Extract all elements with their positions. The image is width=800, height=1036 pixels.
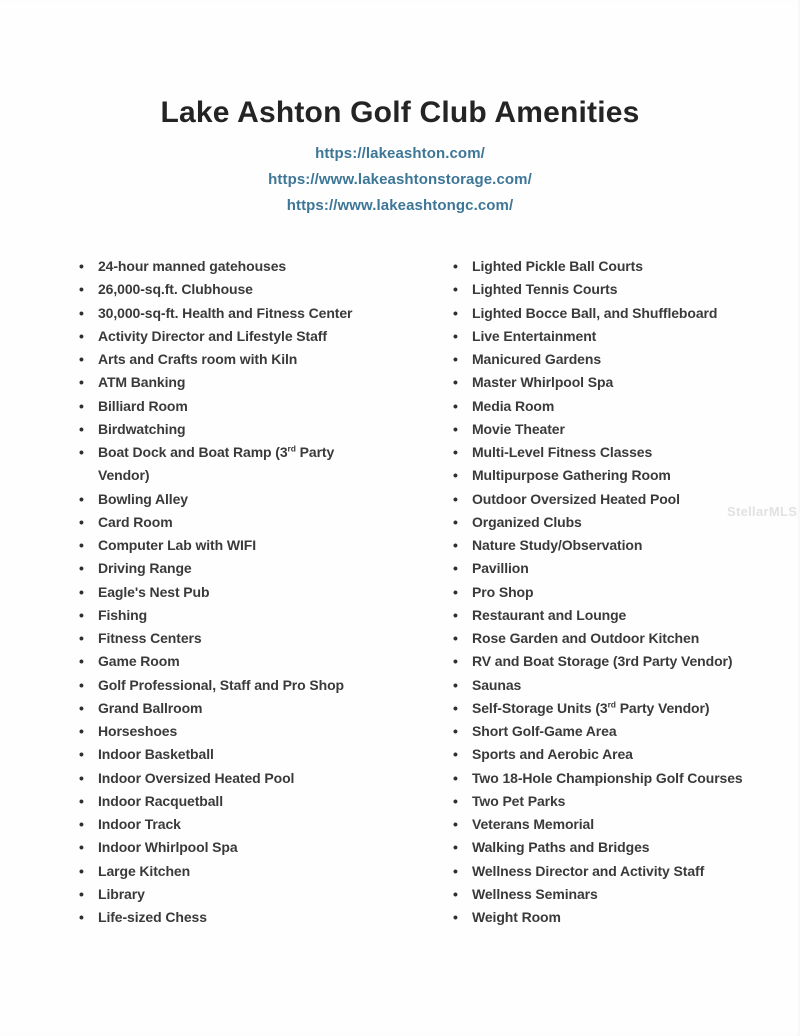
bullet-icon: •	[79, 583, 84, 600]
list-item-label: Pro Shop	[472, 583, 534, 600]
bullet-icon: •	[453, 374, 458, 391]
list-item-label: Indoor Basketball	[98, 746, 214, 763]
list-item	[450, 557, 790, 580]
list-item-label: Weight Room	[472, 909, 561, 925]
list-item	[450, 464, 790, 487]
bullet-icon: •	[79, 676, 84, 693]
list-item-label: Large Kitchen	[98, 862, 191, 879]
bullet-icon: •	[79, 885, 84, 902]
list-item	[76, 557, 412, 580]
bullet-icon: •	[79, 746, 84, 763]
list-item-label: Walking Paths and Bridges	[472, 839, 650, 856]
list-item-label: Multi-Level Fitness Classes	[472, 444, 653, 460]
bullet-icon: •	[79, 769, 84, 786]
bullet-icon: •	[79, 281, 84, 298]
list-item	[76, 906, 412, 929]
list-item-label: Movie Theater	[472, 420, 565, 437]
list-item-label: Master Whirlpool Spa	[472, 374, 614, 391]
bullet-icon: •	[453, 792, 458, 809]
bullet-icon: •	[453, 606, 458, 623]
bullet-icon: •	[79, 420, 84, 437]
list-item	[450, 650, 790, 673]
list-item	[76, 278, 412, 301]
list-item-label: Saunas	[472, 676, 522, 693]
bullet-icon: •	[79, 909, 84, 925]
list-item	[76, 860, 412, 883]
list-item-label: Card Room	[98, 513, 173, 530]
list-item	[76, 325, 412, 348]
list-item	[450, 627, 790, 650]
list-item-label: Restaurant and Lounge	[472, 606, 627, 623]
bullet-icon: •	[79, 490, 84, 507]
bullet-icon: •	[79, 816, 84, 832]
bullet-icon: •	[453, 467, 458, 484]
list-item	[450, 743, 790, 766]
bullet-icon: •	[79, 513, 84, 530]
bullet-icon: •	[453, 862, 458, 879]
bullet-icon: •	[453, 351, 458, 367]
bullet-icon: •	[453, 769, 458, 786]
bullet-icon: •	[453, 327, 458, 344]
list-item-label: Billiard Room	[98, 397, 188, 414]
bullet-icon: •	[453, 281, 458, 298]
list-item	[76, 697, 412, 720]
list-item-label: Bowling Alley	[98, 490, 188, 507]
list-item-label: Indoor Whirlpool Spa	[98, 839, 238, 856]
list-item-label: Media Room	[472, 397, 555, 414]
bullet-icon: •	[79, 351, 84, 367]
list-item-label: Library	[98, 885, 145, 902]
list-item-label: Indoor Racquetball	[98, 792, 223, 809]
list-item-label: Life-sized Chess	[98, 909, 207, 925]
list-item	[76, 813, 412, 836]
bullet-icon: •	[79, 699, 84, 716]
bullet-icon: •	[79, 630, 84, 646]
list-item	[450, 813, 790, 836]
list-item-label: Arts and Crafts room with Kiln	[98, 351, 298, 367]
list-item-label: Live Entertainment	[472, 327, 597, 344]
page-title: Lake Ashton Golf Club Amenities	[160, 96, 640, 129]
list-item-label: Grand Ballroom	[98, 699, 203, 716]
bullet-icon: •	[453, 304, 458, 321]
list-item-label: 24-hour manned gatehouses	[98, 258, 287, 274]
list-item-label: 30,000-sq-ft. Health and Fitness Center	[98, 304, 353, 321]
bullet-icon: •	[79, 397, 84, 414]
list-item	[76, 255, 412, 278]
bullet-icon: •	[453, 816, 458, 832]
bullet-icon: •	[79, 839, 84, 856]
amenities-columns	[76, 255, 790, 929]
list-item-label: Eagle's Nest Pub	[98, 583, 210, 600]
list-item	[450, 278, 790, 301]
bullet-icon: •	[453, 258, 458, 274]
bullet-icon: •	[79, 723, 84, 739]
bullet-icon: •	[79, 304, 84, 321]
link-lakeashtonstorage[interactable]: https://www.lakeashtonstorage.com/	[268, 171, 532, 188]
list-item	[76, 418, 412, 441]
list-item-label: Sports and Aerobic Area	[472, 746, 633, 763]
list-item-label: Self-Storage Units (3rd Party Vendor)	[472, 699, 710, 716]
list-item	[450, 674, 790, 697]
list-item	[76, 488, 412, 511]
list-item-label: Two Pet Parks	[472, 792, 566, 809]
list-item	[76, 581, 412, 604]
bullet-icon: •	[79, 560, 84, 577]
bullet-icon: •	[453, 490, 458, 507]
list-item	[76, 302, 412, 325]
list-item-label: Activity Director and Lifestyle Staff	[98, 327, 327, 344]
list-item	[450, 604, 790, 627]
bullet-icon: •	[79, 258, 84, 274]
amenities-right-column	[450, 255, 790, 929]
list-item-label: Wellness Director and Activity Staff	[472, 862, 705, 879]
list-item-label: Veterans Memorial	[472, 816, 595, 832]
list-item-label: Manicured Gardens	[472, 351, 602, 367]
list-item-label: Multipurpose Gathering Room	[472, 467, 671, 484]
list-item	[76, 650, 412, 673]
list-item	[76, 674, 412, 697]
stellar-mls-watermark: StellarMLS	[727, 504, 798, 519]
list-item	[76, 790, 412, 813]
list-item-label: Boat Dock and Boat Ramp (3rd Party Vendor)	[98, 443, 335, 484]
bullet-icon: •	[453, 630, 458, 646]
list-item-label: Organized Clubs	[472, 513, 582, 530]
list-item	[450, 790, 790, 813]
list-item	[450, 581, 790, 604]
list-item-label: Game Room	[98, 653, 180, 670]
bullet-icon: •	[453, 676, 458, 693]
list-item	[450, 255, 790, 278]
list-item-label: Lighted Pickle Ball Courts	[472, 258, 643, 274]
bullet-icon: •	[453, 420, 458, 437]
bullet-icon: •	[453, 839, 458, 856]
list-item	[450, 767, 790, 790]
list-item	[76, 627, 412, 650]
list-item-label: Fishing	[98, 606, 148, 623]
list-item	[450, 418, 790, 441]
list-item-label: Rose Garden and Outdoor Kitchen	[472, 630, 700, 646]
amenities-left-column	[76, 255, 412, 929]
list-item	[450, 441, 790, 464]
list-item	[76, 836, 412, 859]
list-item	[450, 395, 790, 418]
bullet-icon: •	[453, 699, 458, 716]
bullet-icon: •	[453, 444, 458, 460]
list-item	[450, 720, 790, 743]
bullet-icon: •	[453, 885, 458, 902]
bullet-icon: •	[453, 909, 458, 925]
bullet-icon: •	[79, 444, 84, 460]
bullet-icon: •	[79, 374, 84, 391]
bullet-icon: •	[79, 862, 84, 879]
bullet-icon: •	[453, 513, 458, 530]
link-lakeashton[interactable]: https://lakeashton.com/	[315, 145, 485, 162]
list-item-label: Golf Professional, Staff and Pro Shop	[98, 676, 344, 693]
bullet-icon: •	[453, 397, 458, 414]
bullet-icon: •	[453, 746, 458, 763]
list-item-label: Birdwatching	[98, 420, 186, 437]
bullet-icon: •	[79, 792, 84, 809]
list-item-label: Lighted Tennis Courts	[472, 281, 618, 298]
list-item	[450, 371, 790, 394]
link-lakeashtongc[interactable]: https://www.lakeashtongc.com/	[286, 197, 514, 214]
list-item-label: Two 18-Hole Championship Golf Courses	[472, 769, 743, 786]
list-item	[450, 348, 790, 371]
bullet-icon: •	[79, 606, 84, 623]
list-item-label: ATM Banking	[98, 374, 186, 391]
bullet-icon: •	[79, 537, 84, 553]
list-item	[450, 906, 790, 929]
list-item	[450, 534, 790, 557]
list-item-label: Short Golf-Game Area	[472, 723, 617, 739]
list-item	[450, 302, 790, 325]
bullet-icon: •	[453, 537, 458, 553]
list-item	[76, 395, 412, 418]
list-item-label: Horseshoes	[98, 723, 178, 739]
list-item-label: Outdoor Oversized Heated Pool	[472, 490, 680, 507]
bullet-icon: •	[79, 653, 84, 670]
list-item-label: Indoor Oversized Heated Pool	[98, 769, 295, 786]
list-item	[76, 371, 412, 394]
list-item	[450, 697, 790, 720]
list-item-label: Nature Study/Observation	[472, 537, 643, 553]
bullet-icon: •	[453, 653, 458, 670]
list-item	[450, 836, 790, 859]
list-item-label: Driving Range	[98, 560, 192, 577]
list-item	[76, 604, 412, 627]
list-item	[76, 743, 412, 766]
list-item-label: RV and Boat Storage (3rd Party Vendor)	[472, 653, 733, 670]
list-item-label: Pavillion	[472, 560, 529, 577]
list-item	[76, 511, 412, 534]
list-item-label: 26,000-sq.ft. Clubhouse	[98, 281, 253, 298]
list-item-label: Wellness Seminars	[472, 885, 598, 902]
list-item-label: Fitness Centers	[98, 630, 202, 646]
bullet-icon: •	[79, 327, 84, 344]
list-item	[450, 883, 790, 906]
list-item-label: Lighted Bocce Ball, and Shuffleboard	[472, 304, 718, 321]
list-item-label: Computer Lab with WIFI	[98, 537, 257, 553]
list-item	[76, 534, 412, 557]
list-item	[76, 767, 412, 790]
bullet-icon: •	[453, 583, 458, 600]
list-item	[450, 325, 790, 348]
list-item-label: Indoor Track	[98, 816, 181, 832]
bullet-icon: •	[453, 723, 458, 739]
bullet-icon: •	[453, 560, 458, 577]
list-item	[76, 441, 412, 488]
list-item	[450, 860, 790, 883]
list-item	[76, 348, 412, 371]
list-item	[76, 883, 412, 906]
list-item	[76, 720, 412, 743]
link-list	[0, 141, 800, 219]
